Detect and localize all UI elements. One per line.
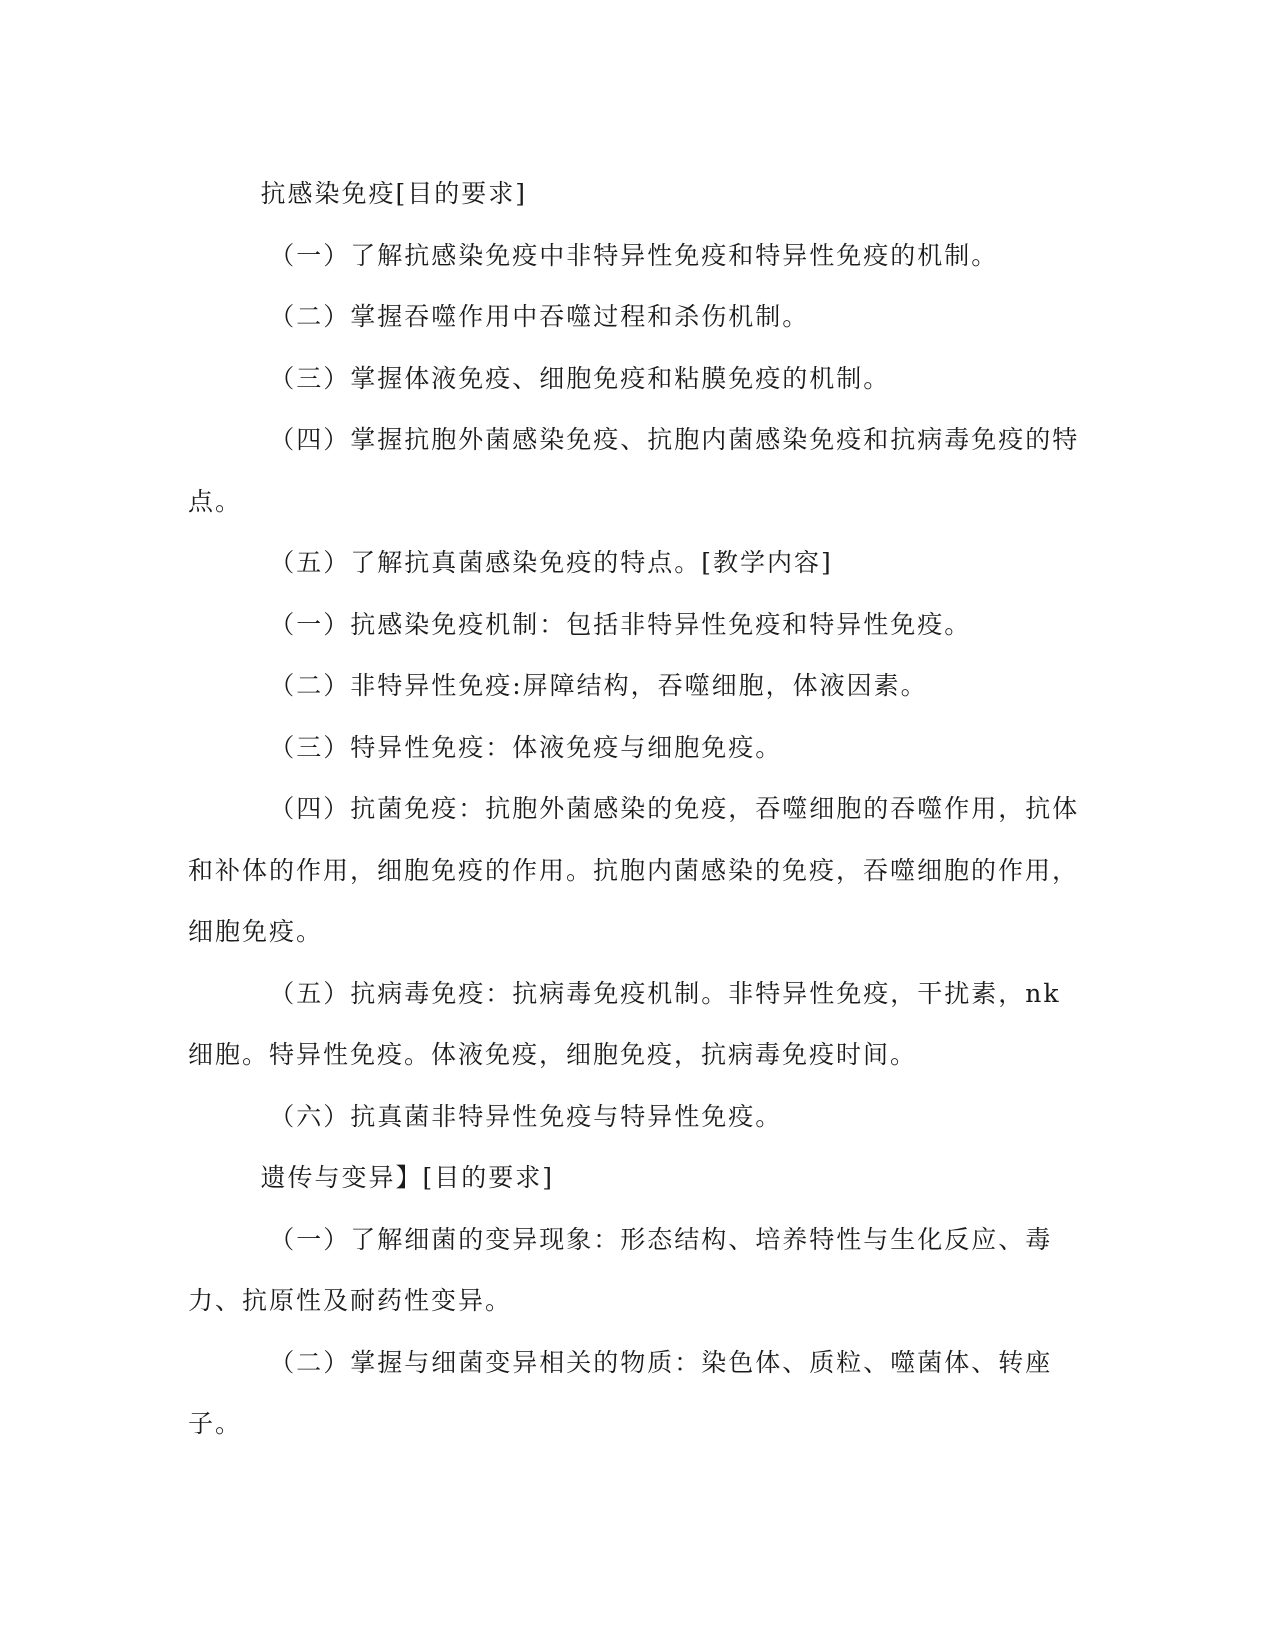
requirement-item-3: （三）掌握体液免疫、细胞免疫和粘膜免疫的机制。 bbox=[269, 363, 891, 393]
content-item-1: （一）抗感染免疫机制：包括非特异性免疫和特异性免疫。 bbox=[269, 609, 972, 639]
requirement-item-4: （四）掌握抗胞外菌感染免疫、抗胞内菌感染免疫和抗病毒免疫的特点。 bbox=[188, 425, 1080, 516]
requirement-item-5: （五）了解抗真菌感染免疫的特点。[教学内容] bbox=[269, 548, 833, 577]
requirement-item-2: （二）掌握吞噬作用中吞噬过程和杀伤机制。 bbox=[269, 302, 810, 331]
section-heading-heredity: 遗传与变异】[目的要求] bbox=[260, 1163, 555, 1192]
content-item-6: （六）抗真菌非特异性免疫与特异性免疫。 bbox=[269, 1101, 783, 1131]
heredity-requirement-item-2: （二）掌握与细菌变异相关的物质：染色体、质粒、噬菌体、转座子。 bbox=[188, 1347, 1053, 1438]
content-item-3: （三）特异性免疫：体液免疫与细胞免疫。 bbox=[269, 732, 783, 762]
content-item-4: （四）抗菌免疫：抗胞外菌感染的免疫，吞噬细胞的吞噬作用，抗体和补体的作用，细胞免疫的作用。抗胞内菌感染的免疫，吞噬细胞的作用，细胞免疫。 bbox=[188, 794, 1080, 946]
content-item-2: （二）非特异性免疫:屏障结构，吞噬细胞，体液因素。 bbox=[269, 671, 928, 700]
document-body bbox=[188, 163, 1084, 1455]
requirement-item-1: （一）了解抗感染免疫中非特异性免疫和特异性免疫的机制。 bbox=[269, 240, 999, 270]
section-heading-anti-infection: 抗感染免疫[目的要求] bbox=[260, 179, 528, 208]
heredity-requirement-item-1: （一）了解细菌的变异现象：形态结构、培养特性与生化反应、毒力、抗原性及耐药性变异。 bbox=[188, 1224, 1053, 1315]
content-item-5: （五）抗病毒免疫：抗病毒免疫机制。非特异性免疫，干扰素，nk细胞。特异性免疫。体液免疫，细胞免疫，抗病毒免疫时间。 bbox=[188, 978, 1061, 1069]
